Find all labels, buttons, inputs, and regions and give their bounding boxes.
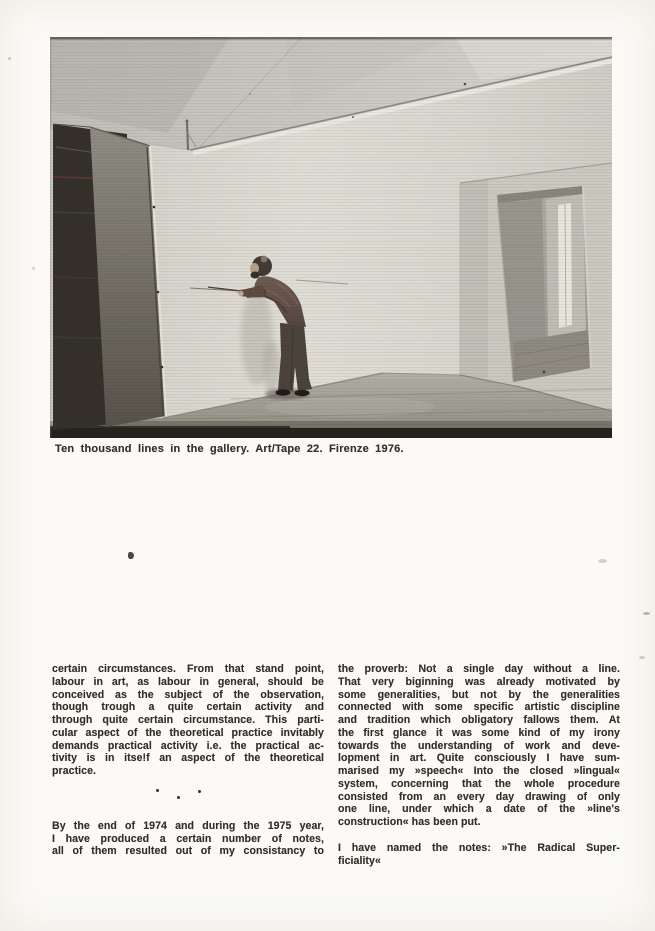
text-line: labour in art, as labour in general, should be <box>52 675 324 688</box>
text-line: connected with some specific artistic discipline <box>338 701 620 714</box>
right-column <box>338 663 620 867</box>
left-door <box>53 124 166 430</box>
text-line: ficiality« <box>338 854 381 867</box>
shoe <box>276 389 291 395</box>
text-line: marised my »speech« Into the closed »lingual« <box>338 765 620 777</box>
text-columns <box>52 663 620 867</box>
scan-speck <box>643 612 650 615</box>
paragraph <box>338 842 620 868</box>
beard <box>251 272 260 279</box>
asterisk-separator-icon <box>156 788 202 800</box>
text-line: one line, under which a date of the »line's <box>338 803 620 816</box>
photo-caption: Ten thousand lines in the gallery. Art/Tape 22. Firenze 1976. <box>55 443 404 455</box>
text-line: the proverb: Not a single day without a line. <box>338 663 620 675</box>
text-line: certain circumstances. From that stand point, <box>52 663 324 675</box>
shoe <box>295 390 310 396</box>
text-line: I have produced a certain number of notes, <box>52 832 324 845</box>
text-line: through quite certain circumstance. This parti- <box>52 714 324 726</box>
left-column <box>52 663 324 867</box>
text-line: towards the understanding of work and deve- <box>338 739 620 752</box>
text-line: That very biginning was already motivated by <box>338 675 620 688</box>
scan-speck <box>639 656 645 659</box>
right-doorway <box>497 186 591 382</box>
scan-speck <box>8 57 11 60</box>
scan-speck <box>598 559 607 563</box>
text-line: though trough a quite certain activity and <box>52 701 324 714</box>
paragraph <box>52 663 324 778</box>
text-line: I have named the notes: »The Radical Super- <box>338 841 620 854</box>
text-line: all of them resulted out of my consistancy to <box>52 845 324 858</box>
text-line: practice. <box>52 765 97 777</box>
text-line: system, concerning that the whole procedure <box>338 777 620 790</box>
hand <box>238 291 243 296</box>
gallery-photo <box>50 37 612 438</box>
text-line: tivity is in itse!f an aspect of the theoretical <box>52 752 324 765</box>
gallery-photo-art <box>50 37 612 438</box>
text-line: construction« has been put. <box>338 816 481 828</box>
text-line: demands practical activity i.e. the practical ac- <box>52 739 324 752</box>
scan-speck <box>128 552 134 559</box>
text-line: lopment in art. Quite consciously I have sum- <box>338 752 620 765</box>
text-line: cular aspect of the theoretical practice invitably <box>52 726 324 739</box>
paragraph <box>52 820 324 858</box>
text-line: conceived as the subject of the observation, <box>52 688 324 701</box>
text-line: By the end of 1974 and during the 1975 year, <box>52 819 324 832</box>
scan-speck <box>32 267 35 270</box>
text-line: consisted from an every day drawing of only <box>338 790 620 803</box>
photo-left-edge <box>50 37 52 438</box>
text-line: some generalities, but not by the generalities <box>338 688 620 701</box>
photo-top-edge <box>50 37 612 40</box>
text-line: the first glance it was some kind of my irony <box>338 726 620 739</box>
text-line: and tradition which obligatory fallows them. At <box>338 714 620 726</box>
paragraph <box>338 663 620 829</box>
pipe-bracket <box>187 122 188 150</box>
